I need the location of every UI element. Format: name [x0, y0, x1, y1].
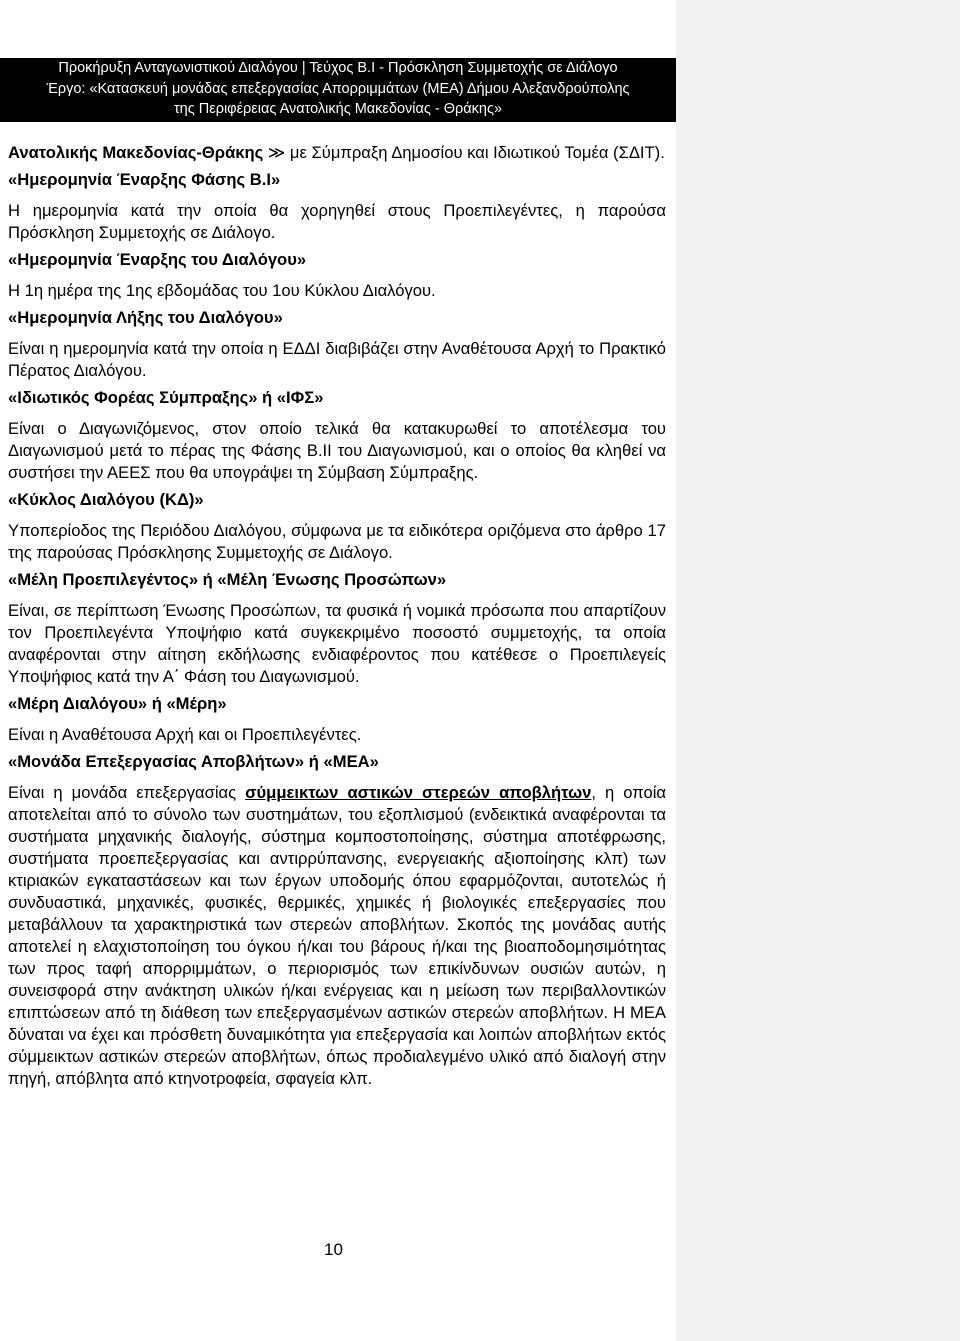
definition-text: Η ημερομηνία κατά την οποία θα χορηγηθεί στους Προεπιλεγέντες, η παρούσα Πρόσκληση Συμμετοχής σε Διάλογο. [8, 201, 666, 242]
document-body [8, 142, 666, 1090]
definition-term: «Μέρη Διαλόγου» ή «Μέρη» [8, 694, 227, 713]
intro-text: με Σύμπραξη Δημοσίου και Ιδιωτικού Τομέα (ΣΔΙΤ). [289, 143, 665, 162]
mea-text-start: Είναι η μονάδα επεξεργασίας [8, 783, 246, 802]
definition-term: «Ημερομηνία Έναρξης του Διαλόγου» [8, 250, 307, 269]
definition-text: Η 1η ημέρα της 1ης εβδομάδας του 1ου Κύκλου Διαλόγου. [8, 281, 436, 300]
definition-term: «Ημερομηνία Λήξης του Διαλόγου» [8, 308, 283, 327]
definition-text: Είναι η ημερομηνία κατά την οποία η ΕΔΔΙ διαβιβάζει στην Αναθέτουσα Αρχή το Πρακτικό Πέρατος Διαλόγου. [8, 339, 666, 380]
header-line-3: της Περιφέρειας Ανατολικής Μακεδονίας - Θράκης» [173, 101, 503, 117]
header-line-1: Προκήρυξη Ανταγωνιστικού Διαλόγου | Τεύχος Β.Ι - Πρόσκληση Συμμετοχής σε Διάλογο [58, 60, 618, 76]
intro-bold: Ανατολικής Μακεδονίας-Θράκης [8, 143, 264, 162]
page-header [0, 58, 676, 120]
double-arrow-icon: ≫ [267, 143, 286, 162]
definition-text: Είναι η Αναθέτουσα Αρχή και οι Προεπιλεγέντες. [8, 725, 362, 744]
definition-term: «Κύκλος Διαλόγου (ΚΔ)» [8, 490, 204, 509]
definition-term: «Μέλη Προεπιλεγέντος» ή «Μέλη Ένωσης Προσώπων» [8, 570, 447, 589]
page-number: 10 [324, 1240, 343, 1259]
definition-text: Υποπερίοδος της Περιόδου Διαλόγου, σύμφωνα με τα ειδικότερα οριζόμενα στο άρθρο 17 της παρούσας Πρόσκλησης Συμμετοχής σε Διάλογο. [8, 521, 666, 562]
definition-text: Είναι, σε περίπτωση Ένωσης Προσώπων, τα φυσικά ή νομικά πρόσωπα που απαρτίζουν τον Προεπιλεγέντα Υποψήφιο κατά συγκεκριμένο ποσοστό συμμετοχής, τα οποία αναφέρονται στην αίτηση εκδήλωσης ενδιαφέροντος που κατέθεσε ο Προεπιλεγείς Υποψήφιος κατά την Α΄ Φάση του Διαγωνισμού. [8, 601, 666, 686]
mea-text-rest: , η οποία αποτελείται από το σύνολο των συστημάτων, του εξοπλισμού (ενδεικτικά αναφέρονται τα συστήματα μηχανικής διαλογής, σύστημα κομποστοποίησης, σύστημα αποτέφρωσης, συστήματα προεπεξεργασίας και αντιρρύπανσης, ενεργειακής αξιοποίησης κλπ) των κτιριακών εγκαταστάσεων και των έργων υποδομής όπου εφαρμόζονται, αυτοτελώς ή συνδυαστικά, μηχανικές, φυσικές, θερμικές, χημικές ή βιολογικές επεξεργασίες που μεταβάλλουν τα χαρακτηριστικά των στερεών αποβλήτων. Σκοπός της μονάδας αυτής αποτελεί η ελαχιστοποίηση του όγκου ή/και του βάρους ή/και της βιοαποδομησιμότητας των προς ταφή απορριμμάτων, ο περιορισμός των επικίνδυνων ουσιών αυτών, η συνεισφορά στην ανάκτηση υλικών ή/και ενέργειας και η μείωση των περιβαλλοντικών επιπτώσεων από τη διάθεση των επεξεργασμένων αστικών στερεών αποβλήτων. Η ΜΕΑ δύναται να έχει και πρόσθετη δυναμικότητα για επεξεργασία και λοιπών αποβλήτων εκτός σύμμεικτων αστικών στερεών αποβλήτων, όπως προδιαλεγμένο υλικό από διαλογή στην πηγή, απόβλητα από κτηνοτροφεία, σφαγεία κλπ. [8, 783, 667, 1088]
definition-term: «Ιδιωτικός Φορέας Σύμπραξης» ή «ΙΦΣ» [8, 388, 324, 407]
header-line-2: Έργο: «Κατασκευή μονάδας επεξεργασίας Απορριμμάτων (ΜΕΑ) Δήμου Αλεξανδρούπολης [46, 80, 630, 97]
mea-text [8, 782, 666, 1090]
mea-term: «Μονάδα Επεξεργασίας Αποβλήτων» ή «ΜΕΑ» [8, 752, 379, 771]
mea-underlined-term: σύμμεικτων αστικών στερεών αποβλήτων [245, 783, 592, 802]
definition-term: «Ημερομηνία Έναρξης Φάσης Β.Ι» [8, 170, 281, 189]
definition-text: Είναι ο Διαγωνιζόμενος, στον οποίο τελικά θα κατακυρωθεί το αποτέλεσμα του Διαγωνισμού μετά το πέρας της Φάσης Β.ΙΙ του Διαγωνισμού, και ο οποίος θα κληθεί να συστήσει την ΑΕΕΣ που θα υπογράψει τη Σύμβαση Σύμπραξης. [8, 419, 666, 482]
intro-paragraph [8, 142, 666, 164]
margin-panel [676, 0, 960, 1341]
header-divider [0, 120, 676, 122]
